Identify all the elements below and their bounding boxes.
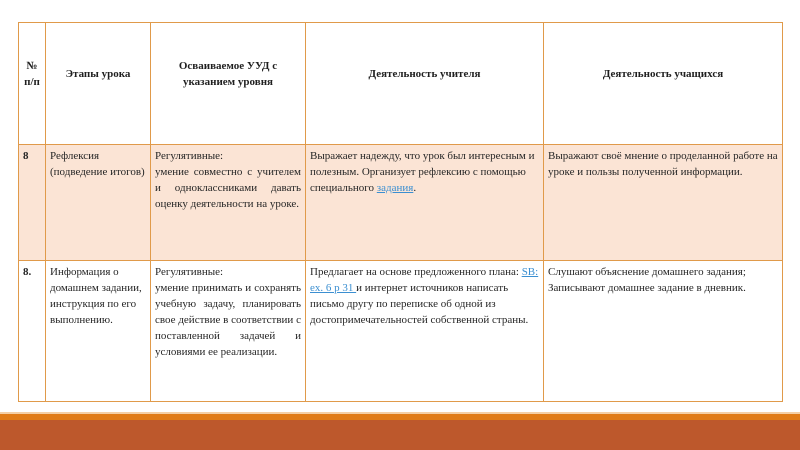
header-student-activity: Деятельность учащихся [544, 23, 783, 145]
row-number: 8 [19, 145, 46, 261]
uud-text: умение совместно с учителем и одноклассниками давать оценку деятельности на уроке. [155, 166, 301, 210]
row-uud [151, 261, 306, 402]
table-row [19, 261, 783, 402]
teacher-text: Выражает надежду, что урок был интересным и полезным. Организует рефлексию с помощью специального [310, 150, 535, 194]
uud-title: Регулятивные: [155, 150, 224, 162]
task-link[interactable]: задания [376, 182, 414, 194]
teacher-tail: . [413, 182, 417, 194]
uud-text: умение принимать и сохранять учебную задачу, планировать свое действие в соответствии с поставленной задачей и условиями ее реализации. [155, 282, 301, 358]
lesson-plan-table [18, 22, 783, 402]
textbook-link[interactable]: SB: ex. 6 p 31 [310, 266, 539, 294]
row-student-activity: Выражают своё мнение о проделанной работе на уроке и пользы полученной информации. [544, 145, 783, 261]
row-uud [151, 145, 306, 261]
header-uud: Осваиваемое УУД с указанием уровня [151, 23, 306, 145]
uud-title: Регулятивные: [155, 266, 224, 278]
footer-band [0, 420, 800, 450]
header-number: № п/п [19, 23, 46, 145]
row-number: 8. [19, 261, 46, 402]
row-teacher-activity [306, 261, 544, 402]
row-teacher-activity [306, 145, 544, 261]
teacher-head: Предлагает на основе предложенного плана: [310, 266, 522, 278]
row-stage: Рефлексия (подведение итогов) [46, 145, 151, 261]
table-header-row [19, 23, 783, 145]
table-row [19, 145, 783, 261]
row-student-activity: Слушают объяснение домашнего задания; Записывают домашнее задание в дневник. [544, 261, 783, 402]
header-teacher-activity: Деятельность учителя [306, 23, 544, 145]
row-stage: Информация о домашнем задании, инструкция по его выполнению. [46, 261, 151, 402]
teacher-tail: и интернет источников написать письмо другу по переписке об одной из достопримечательностей собственной страны. [310, 282, 529, 326]
header-stage: Этапы урока [46, 23, 151, 145]
